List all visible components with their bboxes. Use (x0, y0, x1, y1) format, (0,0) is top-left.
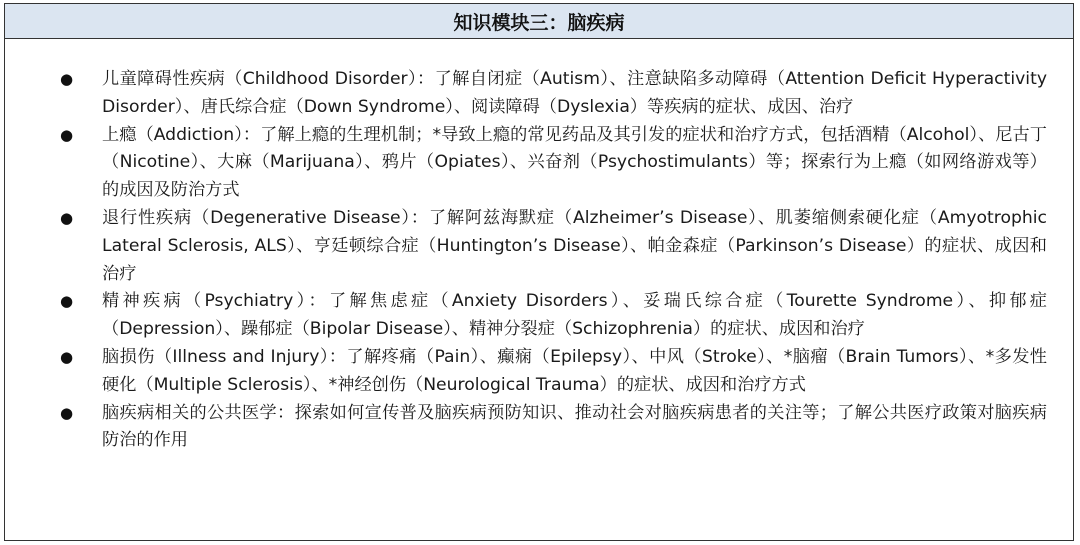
bullet-icon: ● (60, 292, 74, 311)
bullet-icon: ● (60, 403, 74, 422)
topic-text: 脑疾病相关的公共医学：探索如何宣传普及脑疾病预防知识、推动社会对脑疾病患者的关注等；了解公共医疗政策对脑疾病防治的作用 (102, 402, 1047, 451)
topic-text: 精神疾病（Psychiatry）：了解焦虑症（Anxiety Disorders）、妥瑞氏综合症（Tourette Syndrome）、抑郁症（Depression）、躁郁症（Bipolar Disease）、精神分裂症（Schizophrenia）的症状、成因和治疗 (102, 291, 1047, 340)
topic-list (5, 66, 1073, 455)
topic-item-childhood-disorder (60, 66, 1047, 122)
knowledge-module-box (4, 3, 1074, 541)
topic-item-psychiatry (60, 288, 1047, 344)
bullet-icon: ● (60, 70, 74, 88)
topic-text: 上瘾（Addiction）：了解上瘾的生理机制；*导致上瘾的常见药品及其引发的症状和治疗方式，包括酒精（Alcohol）、尼古丁（Nicotine）、大麻（Marijuana）、鸦片（Opiates）、兴奋剂（Psychostimulants）等；探索行为上瘾（如网络游戏等）的成因及防治方式 (102, 124, 1047, 201)
topic-item-addiction (60, 122, 1047, 205)
topic-item-public-medicine (60, 400, 1047, 456)
topic-text: 退行性疾病（Degenerative Disease）：了解阿兹海默症（Alzheimer’s Disease）、肌萎缩侧索硬化症（Amyotrophic Lateral Sclerosis, ALS）、亨廷顿综合症（Huntington’s Disease）、帕金森症（Parkinson’s Disease）的症状、成因和治疗 (102, 207, 1047, 284)
module-header (5, 4, 1073, 39)
topic-text: 脑损伤（Illness and Injury）：了解疼痛（Pain）、癫痫（Epilepsy）、中风（Stroke）、*脑瘤（Brain Tumors）、*多发性硬化（Multiple Sclerosis）、*神经创伤（Neurological Trauma）的症状、成因和治疗方式 (102, 346, 1047, 395)
topic-item-degenerative-disease (60, 205, 1047, 288)
topic-item-illness-injury (60, 344, 1047, 400)
bullet-icon: ● (60, 208, 74, 227)
bullet-icon: ● (60, 125, 74, 144)
bullet-icon: ● (60, 347, 74, 366)
module-title: 知识模块三：脑疾病 (453, 11, 625, 34)
module-content (5, 66, 1073, 455)
topic-text: 儿童障碍性疾病（Childhood Disorder）：了解自闭症（Autism）、注意缺陷多动障碍（Attention Deficit Hyperactivity Disorder）、唐氏综合症（Down Syndrome）、阅读障碍（Dyslexia）等疾病的症状、成因、治疗 (102, 69, 1047, 117)
